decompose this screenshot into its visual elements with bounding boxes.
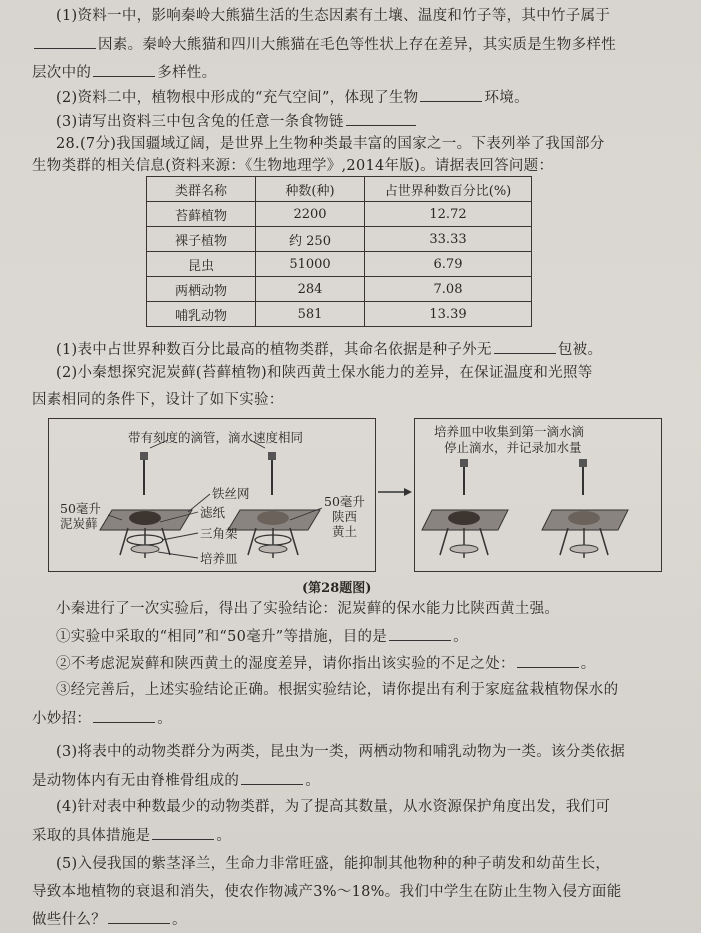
text-line: 是动物体内有无由脊椎骨组成的 。 — [32, 770, 679, 791]
filter-label: 滤纸 — [200, 505, 226, 520]
table-cell: 51000 — [256, 252, 365, 277]
answer-blank[interactable] — [152, 825, 214, 840]
result-note: 停止滴水，并记录加水量 — [444, 440, 582, 455]
figure-caption: (第28题图) — [302, 581, 372, 596]
answer-blank[interactable] — [93, 708, 155, 723]
text-line: (1)表中占世界种数百分比最高的植物类群，其命名依据是种子外无 包被。 — [56, 339, 679, 360]
table-cell: 裸子植物 — [147, 227, 256, 252]
text-line: 小妙招： 。 — [32, 708, 679, 729]
text-line: 导致本地植物的衰退和消失，使农作物减产3%～18%。我们中学生在防止生物入侵方面能 — [32, 884, 622, 900]
table-cell: 哺乳动物 — [147, 302, 256, 327]
text-line: (2)小秦想探究泥炭藓(苔藓植物)和陕西黄土保水能力的差异，在保证温度和光照等 — [56, 365, 593, 381]
text-line: (1)资料一中，影响秦岭大熊猫生活的生态因素有土壤、温度和竹子等，其中竹子属于 — [56, 8, 611, 24]
apparatus-result-loess — [542, 459, 628, 558]
table-cell: 12.72 — [365, 202, 532, 227]
text-line: (3)将表中的动物类群分为两类，昆虫为一类，两栖动物和哺乳动物为一类。该分类依据 — [56, 744, 626, 760]
text-line: 因素。秦岭大熊猫和四川大熊猫在毛色等性状上存在差异，其实质是生物多样性 — [32, 34, 679, 55]
right-sample-label: 陕西 — [332, 509, 358, 524]
right-sample-label: 黄土 — [332, 524, 358, 539]
text-line: 因素相同的条件下，设计了如下实验： — [32, 392, 284, 408]
answer-blank[interactable] — [389, 626, 451, 641]
left-sample-label: 泥炭藓 — [60, 516, 98, 531]
table-cell: 苔藓植物 — [147, 202, 256, 227]
answer-blank[interactable] — [108, 909, 170, 924]
table-cell: 2200 — [256, 202, 365, 227]
table-cell: 284 — [256, 277, 365, 302]
question-28-intro: 28.(7分)我国疆域辽阔，是世界上生物种类最丰富的国家之一。下表列举了我国部分 — [56, 136, 605, 152]
mesh-label: 铁丝网 — [212, 486, 250, 501]
table-cell: 两栖动物 — [147, 277, 256, 302]
result-note: 培养皿中收集到第一滴水滴 — [434, 424, 585, 439]
text-line: ③经完善后，上述实验结论正确。根据实验结论，请你提出有利于家庭盆栽植物保水的 — [56, 682, 619, 698]
tripod-label: 三角架 — [200, 526, 238, 541]
text-line: 层次中的 多样性。 — [32, 62, 679, 83]
table-cell: 约 250 — [256, 227, 365, 252]
dropper-label: 带有刻度的滴管，滴水速度相同 — [128, 430, 304, 445]
table-cell: 6.79 — [365, 252, 532, 277]
apparatus-loess-soil — [228, 452, 320, 558]
text-line: 做些什么？ 。 — [32, 909, 679, 930]
left-sample-label: 50毫升 — [60, 501, 101, 516]
table-cell: 昆虫 — [147, 252, 256, 277]
dish-label: 培养皿 — [200, 551, 238, 566]
text-line: (5)入侵我国的紫茎泽兰，生命力非常旺盛，能抑制其他物种的种子萌发和幼苗生长， — [56, 856, 611, 872]
apparatus-result-peat — [422, 459, 508, 558]
apparatus-peat-moss — [100, 452, 192, 558]
text-line: 小秦进行了一次实验后，得出了实验结论：泥炭藓的保水能力比陕西黄土强。 — [56, 601, 560, 617]
table-cell: 13.39 — [365, 302, 532, 327]
table-header: 占世界种数百分比(%) — [365, 177, 532, 202]
table-cell: 33.33 — [365, 227, 532, 252]
table-cell: 581 — [256, 302, 365, 327]
text-line: (4)针对表中种数最少的动物类群，为了提高其数量，从水资源保护角度出发，我们可 — [56, 799, 611, 815]
text-line: ②不考虑泥炭藓和陕西黄土的湿度差异，请你指出该实验的不足之处： 。 — [56, 653, 679, 674]
text-line: 采取的具体措施是 。 — [32, 825, 679, 846]
text-line: (2)资料二中，植物根中形成的“充气空间”，体现了生物 环境。 — [56, 87, 679, 108]
text-line: ①实验中采取的“相同”和“50毫升”等措施，目的是 。 — [56, 626, 679, 647]
table-cell: 7.08 — [365, 277, 532, 302]
arrow-icon — [378, 488, 412, 496]
answer-blank[interactable] — [241, 770, 303, 785]
table-header: 类群名称 — [147, 177, 256, 202]
right-sample-label: 50毫升 — [324, 494, 365, 509]
answer-blank[interactable] — [517, 653, 579, 668]
text-line: (3)请写出资料三中包含兔的任意一条食物链 — [56, 111, 679, 132]
text-line: 生物类群的相关信息(资料来源：《生物地理学》,2014年版)。请据表回答问题： — [32, 158, 554, 174]
table-header: 种数(种) — [256, 177, 365, 202]
